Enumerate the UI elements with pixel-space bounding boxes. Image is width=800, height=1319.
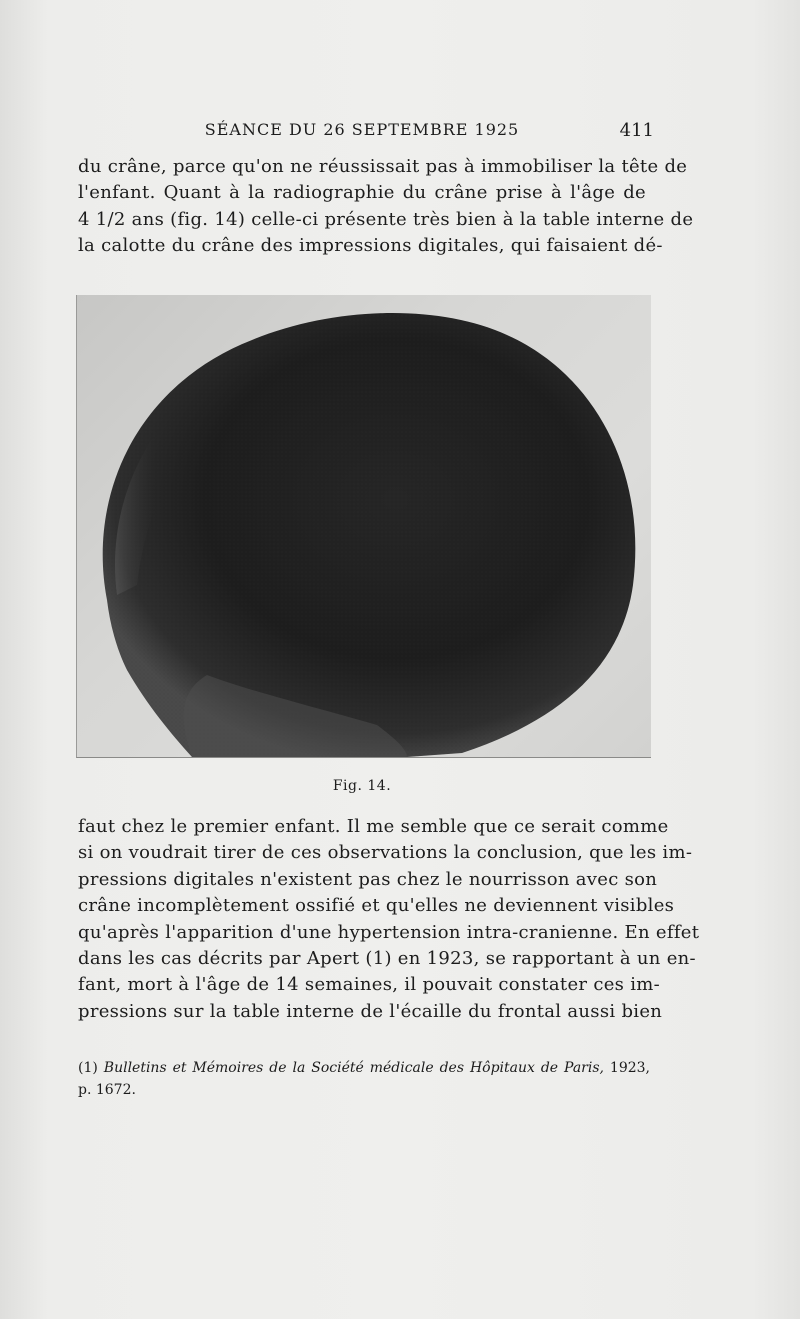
text-line: fant, mort à l'âge de 14 semaines, il pouvait constater ces im-	[78, 974, 661, 996]
running-title: SÉANCE DU 26 SEPTEMBRE 1925	[204, 120, 520, 139]
text-line: qu'après l'apparition d'une hypertension intra-cranienne. En effet	[78, 921, 700, 943]
text-line: 4 1/2 ans (fig. 14) celle-ci présente très bien à la table interne de	[78, 208, 694, 230]
footnote-page: p. 1672.	[78, 1082, 136, 1098]
footnote	[78, 1057, 650, 1101]
paragraph-top	[78, 154, 694, 260]
text-line: pressions sur la table interne de l'écaille du frontal aussi bien	[78, 1000, 663, 1022]
figure-caption: Fig. 14.	[332, 778, 392, 794]
skull-radiograph-image	[77, 295, 651, 757]
paragraph-bottom	[78, 814, 700, 1025]
skull-radiograph-figure	[76, 295, 651, 758]
text-line: dans les cas décrits par Apert (1) en 1923, se rapportant à un en-	[78, 947, 696, 969]
footnote-marker: (1)	[78, 1060, 98, 1076]
text-line: du crâne, parce qu'on ne réussissait pas à immobiliser la tête de	[78, 156, 688, 177]
text-line: l'enfant. Quant à la radiographie du crâne prise à l'âge de	[78, 182, 646, 204]
text-line: si on voudrait tirer de ces observations la conclusion, que les im-	[78, 842, 693, 864]
text-line: crâne incomplètement ossifié et qu'elles ne deviennent visibles	[78, 895, 675, 917]
text-line: pressions digitales n'existent pas chez le nourrisson avec son	[78, 868, 658, 890]
running-head	[78, 120, 654, 144]
page-number: 411	[619, 120, 654, 141]
footnote-line	[78, 1057, 650, 1079]
footnote-source: Bulletins et Mémoires de la Société médicale des Hôpitaux de Paris,	[103, 1060, 604, 1076]
text-line: faut chez le premier enfant. Il me semble que ce serait comme	[78, 816, 669, 837]
footnote-year: 1923,	[609, 1060, 650, 1076]
text-line: la calotte du crâne des impressions digitales, qui faisaient dé-	[78, 235, 663, 257]
